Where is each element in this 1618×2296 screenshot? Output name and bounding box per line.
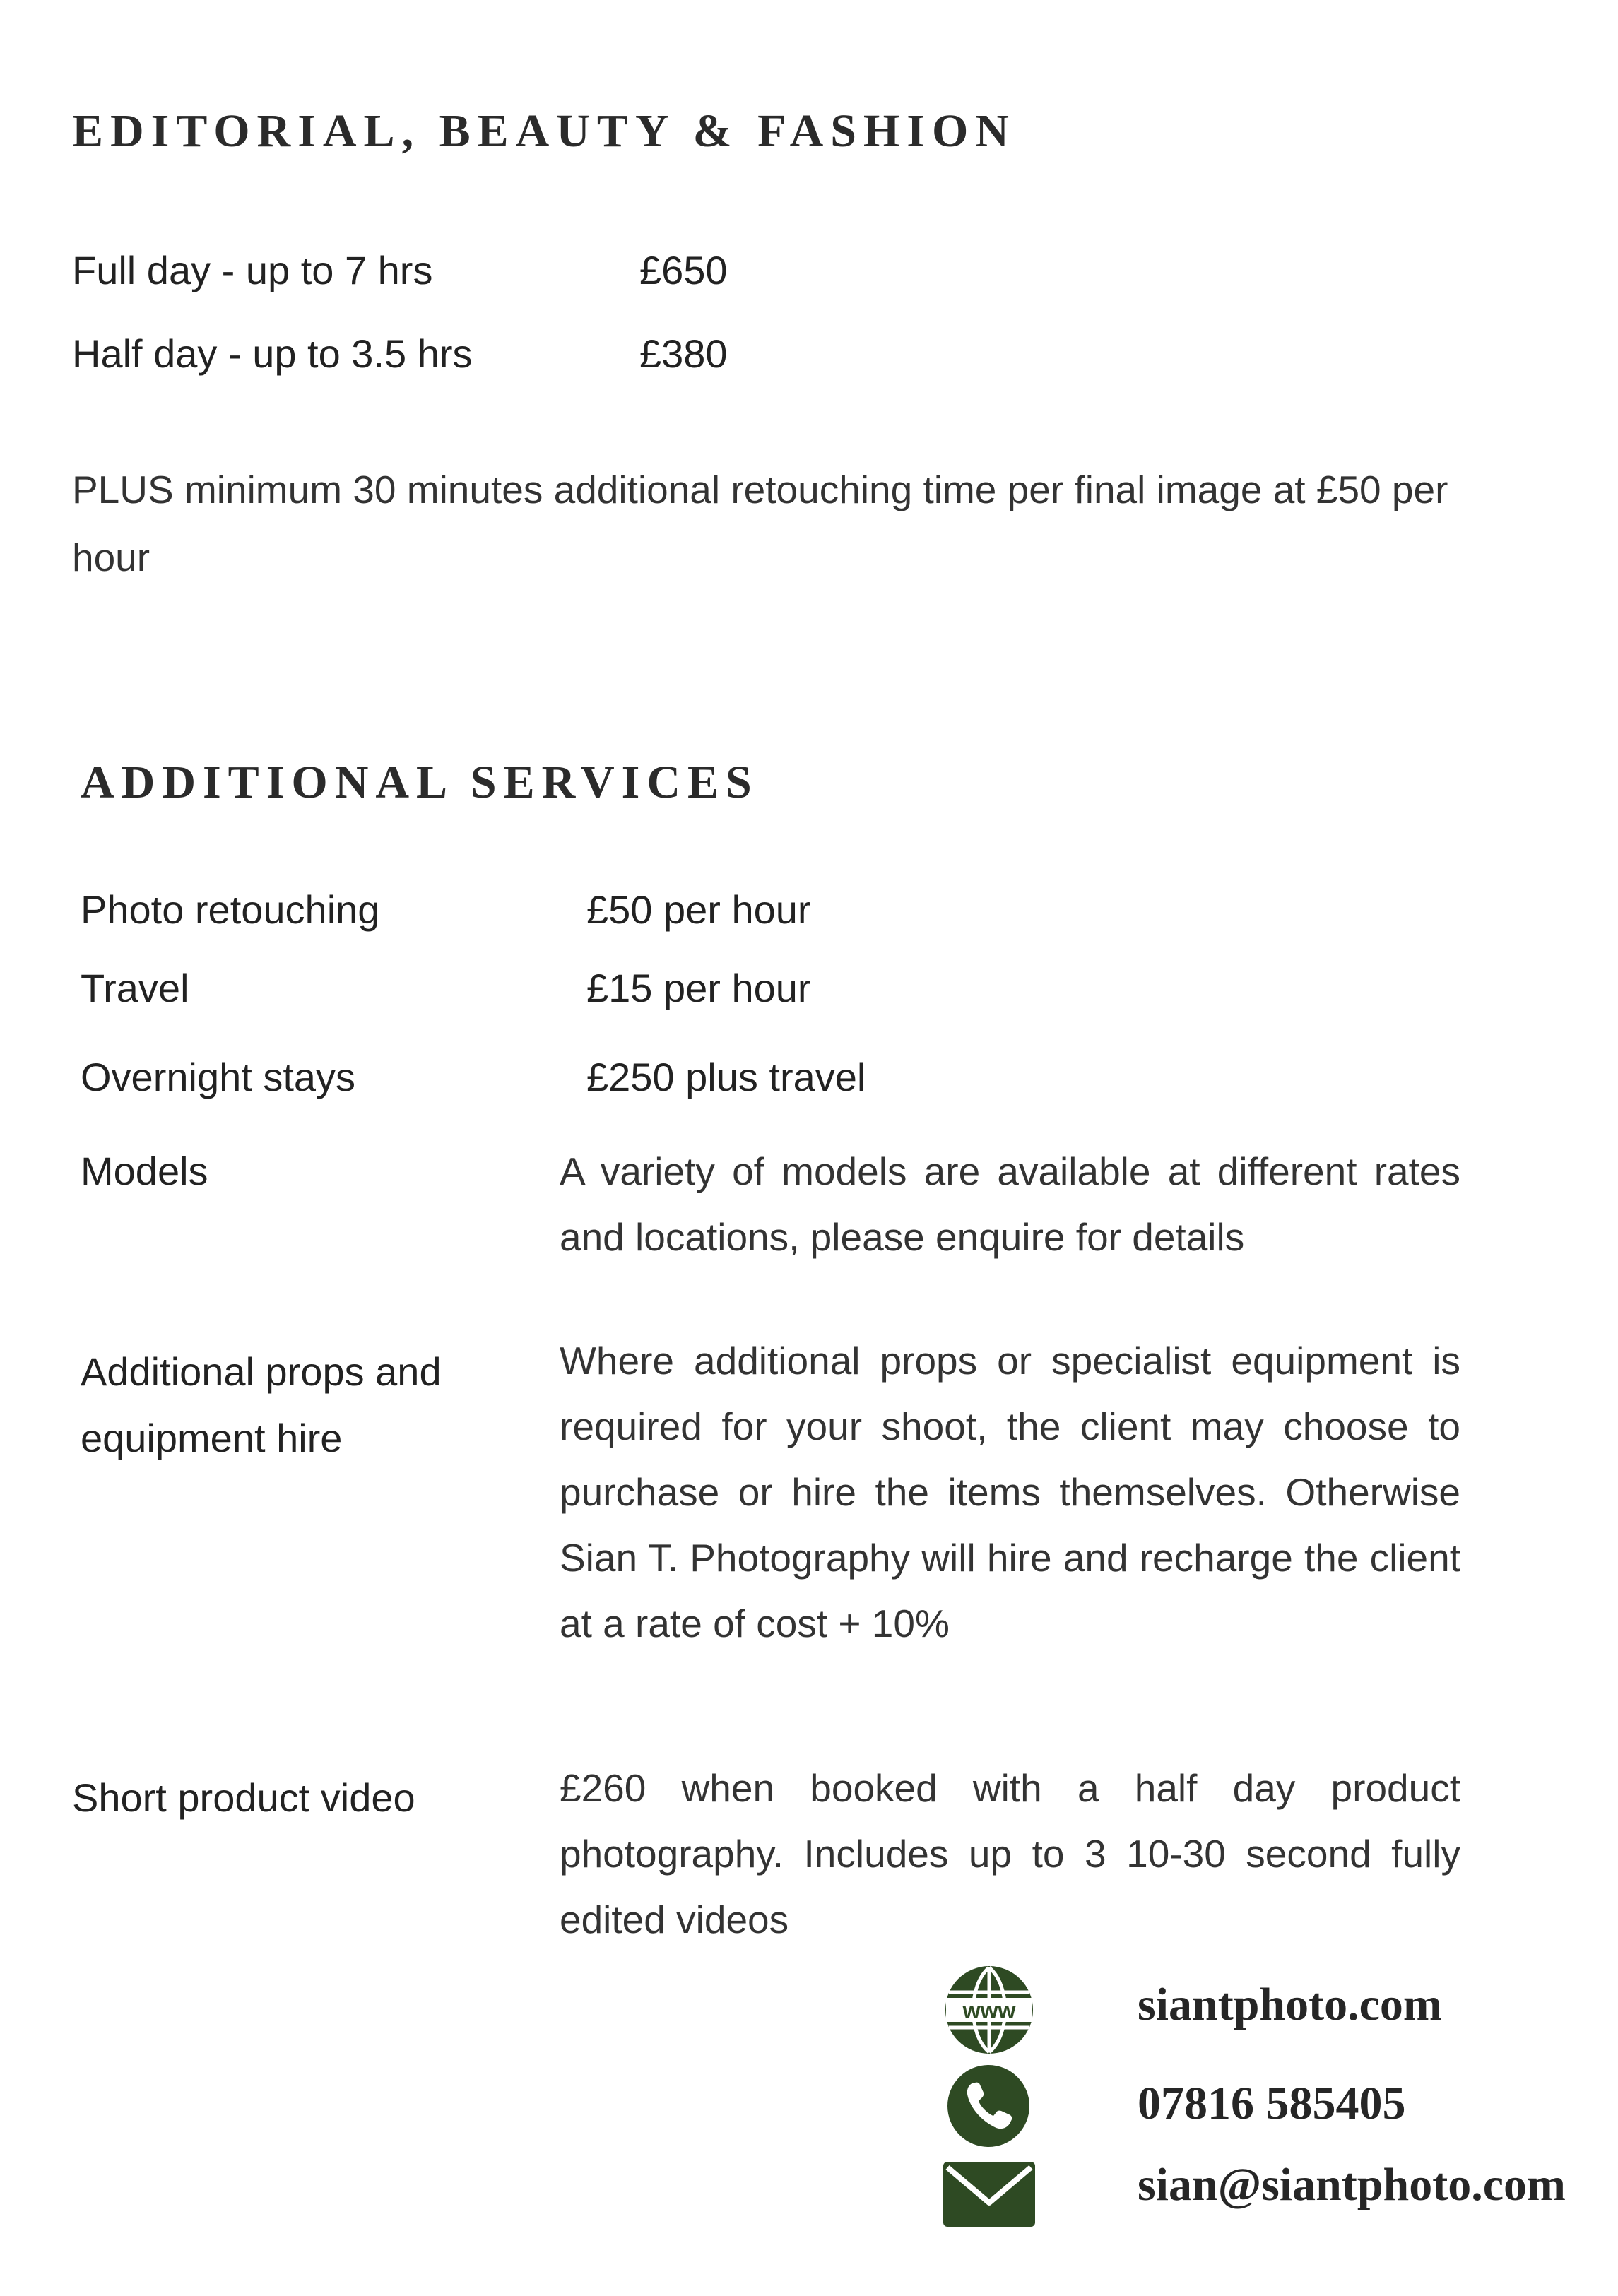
rate-label-half-day: Half day - up to 3.5 hrs	[72, 331, 473, 376]
service-label-overnight: Overnight stays	[81, 1055, 356, 1099]
globe-www-icon	[943, 1964, 1035, 2056]
service-value-photo-retouching: £50 per hour	[586, 887, 811, 932]
service-value-props: Where additional props or specialist equipment is required for your shoot, the client may choose to purchase or hire the items themselves. Otherwise Sian T. Photography will hire and recharge the client at a rate of cost + 10%	[560, 1339, 1460, 1645]
service-value-video: £260 when booked with a half day product photography. Includes up to 3 10-30 second fully edited videos	[560, 1766, 1460, 1941]
contact-phone[interactable]: 07816 585405	[1138, 2078, 1406, 2129]
contact-email[interactable]: sian@siantphoto.com	[1138, 2159, 1566, 2211]
phone-icon	[945, 2063, 1032, 2149]
editorial-heading: EDITORIAL, BEAUTY & FASHION	[72, 105, 1016, 157]
contact-website[interactable]: siantphoto.com	[1138, 1979, 1442, 2030]
service-value-travel: £15 per hour	[586, 966, 811, 1010]
rate-price-half-day: £380	[639, 331, 728, 376]
svg-text:www: www	[962, 1998, 1016, 2023]
service-label-photo-retouching: Photo retouching	[81, 887, 380, 932]
service-label-models: Models	[81, 1149, 208, 1193]
additional-services-heading: ADDITIONAL SERVICES	[81, 757, 759, 808]
service-value-overnight: £250 plus travel	[586, 1055, 866, 1099]
retouching-note: PLUS minimum 30 minutes additional retouching time per final image at £50 per hour	[72, 468, 1448, 579]
service-label-travel: Travel	[81, 966, 189, 1010]
rate-price-full-day: £650	[639, 248, 728, 292]
rate-label-full-day: Full day - up to 7 hrs	[72, 248, 433, 292]
service-label-props: Additional props and equipment hire	[81, 1349, 442, 1460]
service-value-models: A variety of models are available at different rates and locations, please enquire for details	[560, 1149, 1460, 1259]
service-label-video: Short product video	[72, 1775, 415, 1820]
envelope-icon	[943, 2162, 1035, 2227]
